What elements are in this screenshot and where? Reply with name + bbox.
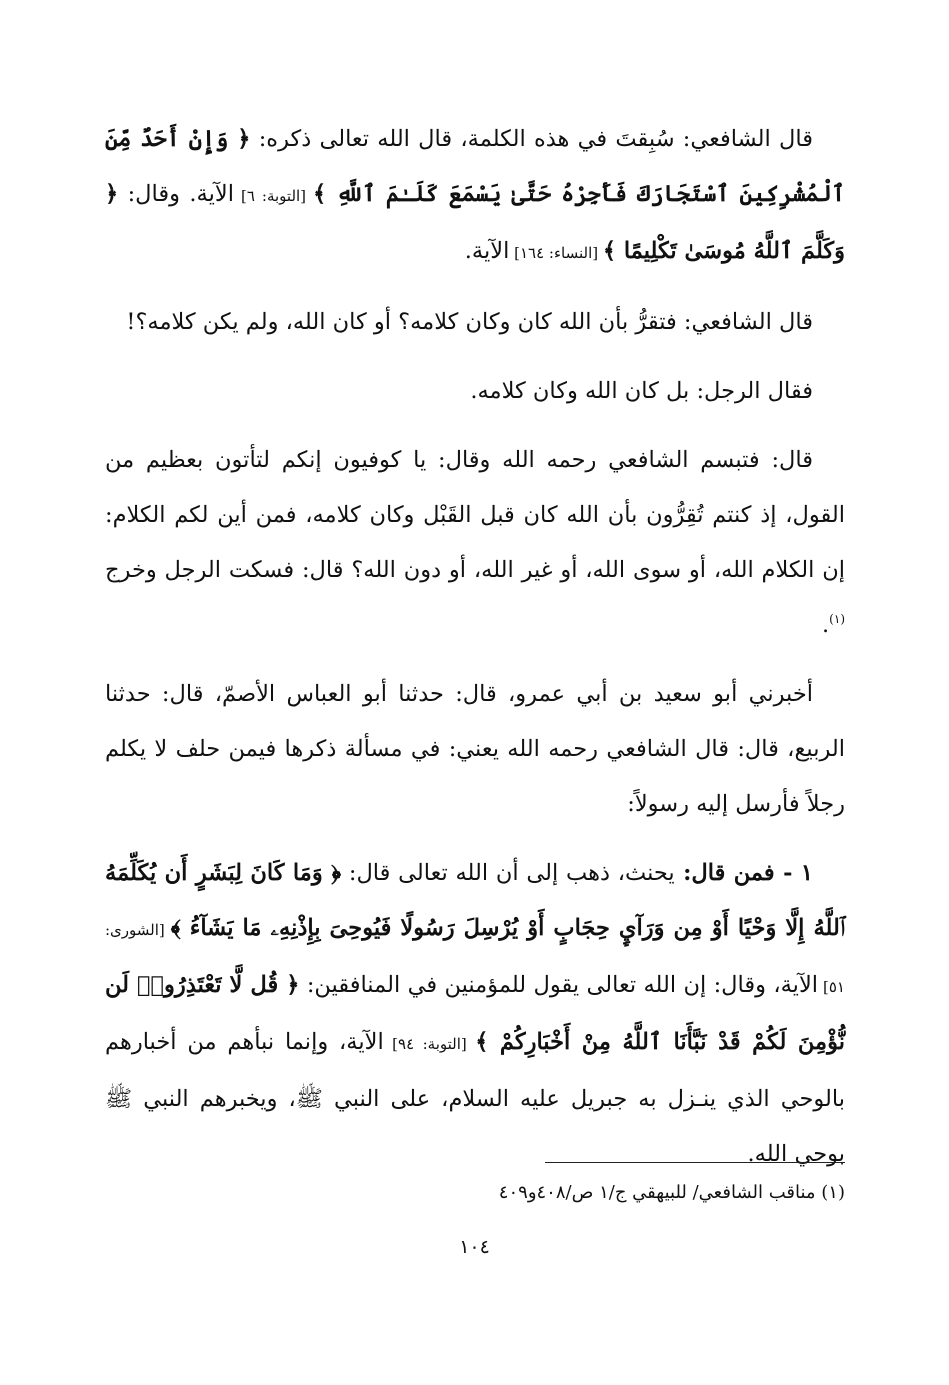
text-segment: قال الشافعي: فتقرُّ بأن الله كان وكان كلامه؟ أو كان الله، ولم يكن كلامه؟! (126, 309, 813, 335)
text-segment: الآية، وقال: إن الله تعالى يقول للمؤمنين في المنافقين: (299, 972, 819, 998)
quran-verse: ﴿ وَمَا كَانَ لِبَشَرٍ أَن يُكَلِّمَهُ ٱللَّهُ إِلَّا وَحْيًا أَوْ مِن وَرَآيِٕ حِجَابٍ أَوْ يُرْسِلَ رَسُولًا فَيُوحِىَ بِإِذْنِهِۦ مَا يَشَآءُ ﴾ (105, 860, 845, 941)
footnote-divider (545, 1162, 845, 1163)
quran-verse: ﴿ وَإِنْ أَحَدٌ مِّنَ ٱلْمُشْرِكِينَ ٱسْتَجَارَكَ فَأَجِرْهُ حَتَّىٰ يَسْمَعَ كَلَـٰمَ ٱللَّهِ ﴾ (105, 126, 846, 207)
verse-reference: [النساء: ١٦٤] (509, 244, 603, 262)
footnote: (١) مناقب الشافعي/ للبيهقي ج/١ ص/٤٠٨و٤٠٩ (498, 1182, 845, 1203)
text-segment: أخبرني أبو سعيد بن أبي عمرو، قال: حدثنا أبو العباس الأصمّ، قال: حدثنا الربيع، قال: قال الشافعي رحمه الله يعني: في مسألة ذكرها فيمن حلف لا يكلم رجلاً فأرسل إليه رسولاً: (105, 681, 845, 817)
quran-verse: ﴿ وَكَلَّمَ ٱللَّهُ مُوسَىٰ تَكْلِيمًا ﴾ (105, 181, 845, 264)
text-segment: الآية، وإنما نبأهم من أخبارهم بالوحي الذي ينـزل به جبريل عليه السلام، على النبي ﷺ، ويخبرهم النبي ﷺ بوحي الله. (105, 1029, 845, 1167)
text-segment: قال: فتبسم الشافعي رحمه الله وقال: يا كوفيون إنكم لتأتون بعظيم من القول، إذ كنتم تُقِرُّون بأن الله كان قبل القَبْل وكان كلامه، فمن أين لكم الكلام: إن الكلام الله، أو سوى الله، أو غير الله، أو دون الله؟ قال: فسكت الرجل وخرج (105, 447, 845, 583)
paragraph-isnad (105, 667, 845, 832)
main-text (105, 112, 845, 1196)
page-number: ١٠٤ (459, 1236, 490, 1258)
text-segment: الآية. وقال: (118, 181, 234, 207)
paragraph-shafii-quote (105, 112, 845, 281)
verse-reference: [التوبة: ٦] (233, 187, 314, 205)
quran-verse: ﴿ قُل لَّا تَعْتَذِرُوا۟ لَن نُّؤْمِنَ لَكُمْ قَدْ نَبَّأَنَا ٱللَّهُ مِنْ أَخْبَارِكُمْ ﴾ (105, 972, 845, 1055)
text-segment: يحنث، ذهب إلى أن الله تعالى قال: (341, 860, 675, 886)
paragraph-man-reply (105, 364, 845, 419)
footnote-marker: (١) (829, 612, 845, 626)
paragraph-kufans (105, 433, 845, 653)
verse-reference: [التوبة: ٩٤] (383, 1035, 476, 1053)
bold-lead: ١ - فمن قال: (674, 860, 813, 886)
text-segment: . (822, 612, 830, 638)
text-segment: فقال الرجل: بل كان الله وكان كلامه. (470, 378, 813, 404)
text-segment: الآية. (464, 238, 510, 264)
paragraph-numbered-1 (105, 846, 845, 1182)
text-segment: قال الشافعي: سُبِقتَ في هذه الكلمة، قال الله تعالى ذكره: (250, 126, 813, 152)
verse-reference: [الشورى: ٥١] (105, 921, 845, 996)
paragraph-question (105, 295, 845, 350)
